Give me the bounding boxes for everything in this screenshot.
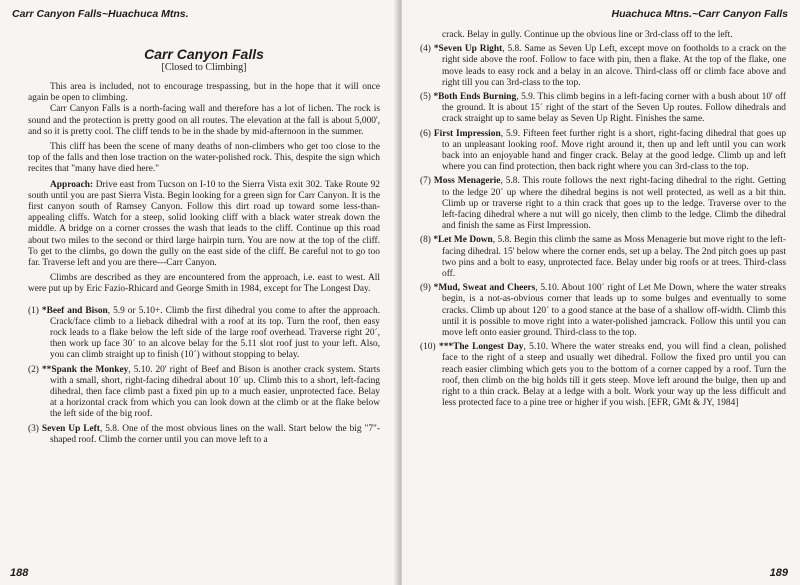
running-header-left: Carr Canyon Falls~Huachuca Mtns.	[12, 8, 189, 20]
route-name: *Let Me Down	[433, 235, 493, 246]
route-number: (10)	[420, 342, 436, 353]
approach-text: Drive east from Tucson on I-10 to the Sierra Vista exit 302. Take Route 92 south until you are past Sierra Vista. Begin looking for a green sign for Carr Canyon. It is the first canyon south of Ramsey Canyon. Follow this dirt road up toward some less-than-appealing cliffs. Watch for a steep, solid looking cliff with a black water streak down the middle. A bridge on a corner crosses the wash that leads to the cliff. Continue up this road about two miles to the second or third large hairpin turn. You are now at the top of the cliff. To get to the climbs, go down the gully on the east side of the cliff. Be careful not to go too far. Traverse left and you are there---Carr Canyon.	[28, 179, 380, 269]
route-number: (4)	[420, 44, 431, 55]
page-subtitle: [Closed to Climbing]	[161, 62, 247, 73]
route-name: Seven Up Left	[41, 423, 100, 434]
route-description: , 5.10. About 100´ right of Let Me Down, where the water streaks begin, is a not-as-obvious corner that leads up to some bulges and eventually to some cracks. Climb up about 120´ to a good stance at the base of a shallow off-width. Climb this until it is possible to move right into a water-polished jamcrack. Follow this until you can move left onto easier ground. Third-class to the top.	[442, 283, 787, 339]
approach-paragraph	[28, 180, 380, 270]
intro-paragraph-2: Carr Canyon Falls is a north-facing wall and therefore has a lot of lichen. The rock is sound and the protection is pretty good on all routes. The elevation at the fall is about 5,000', and so it is pretty cool. The cliff tends to be in the shade by mid-afternoon in the summer.	[28, 104, 380, 137]
route-entry-4	[420, 44, 786, 89]
route-description: , 5.10. 20' right of Beef and Bison is another crack system. Starts with a small, short, right-facing dihedral about 10´ up. Climb this to a short, left-facing dihedral, then face climb past a fixed pin up to a much easier, unprotected face. Belay at a horizontal crack from which you can look down at the climb or at the flake below the left side of the big roof.	[50, 364, 381, 420]
route-number: (3)	[28, 423, 39, 434]
route-entry-3	[28, 424, 380, 446]
route-description: , 5.9 or 5.10+. Climb the first dihedral you come to after the approach. Crack/face climb to a lieback dihedral with a roof at its top. Turn the roof, then easy rock leads to a flake below the left side of the large roof overhead. Traverse right 20´, then work up face 30´ to an alcove belay for the 5.11 slot roof just to your left. Also, you can climb straight up to finish (10´) without stopping to belay.	[50, 305, 381, 361]
route-entry-10	[420, 342, 786, 409]
intro-paragraph-3: This cliff has been the scene of many deaths of non-climbers who get too close to the top of the falls and then lose traction on the water-polished rock. This, despite the sign which recites that "many have died here."	[28, 142, 380, 175]
running-header-right: Huachuca Mtns.~Carr Canyon Falls	[611, 8, 788, 20]
route-continuation: crack. Belay in gully. Continue up the obvious line or 3rd-class off to the left.	[442, 30, 733, 40]
route-name: *Beef and Bison	[41, 305, 108, 316]
route-name: *Seven Up Right	[433, 44, 503, 55]
page-number-right: 189	[769, 567, 788, 579]
route-number: (9)	[420, 283, 431, 294]
route-name: ***The Longest Day	[439, 342, 524, 353]
route-number: (6)	[420, 128, 431, 139]
route-description: , 5.10. Where the water streaks end, you will find a clean, polished face to the right of a steep and usually wet dihedral. Follow the fixed pro until you can reach easier climbing which gets you to the bottom of a corner capped by a roof. Turn the roof, then climb on the big holds till it gets steep. Move left around the bulge, then up and right to a thin crack. Belay at a ledge with a bolt. Work your way up the less difficult and less protected face to a pine tree or higher if you wish. [EFR, GMt & JY, 1984]	[442, 342, 787, 409]
route-entry-9	[420, 283, 786, 339]
route-description: , 5.8. This route follows the next right-facing dihedral to the right. Getting to the ledge 20´ up where the dihedral begins is not well protected, as well as a bit thin. Climb up or traverse right to a thin crack that goes up to the ledge. Traverse over to the left-facing dihedral where a nut will go nicely, then climb to the ledge. Climb the dihedral and finish the same as First Impression.	[442, 176, 786, 232]
right-page-body	[420, 30, 786, 410]
climbs-intro: Climbs are described as they are encountered from the approach, i.e. east to west. All were put up by Eric Fazio-Rhicard and George Smith in 1984, except for The Longest Day.	[28, 273, 380, 295]
route-name: Moss Menagerie	[433, 176, 501, 187]
route-number: (8)	[420, 235, 431, 246]
route-entry-6	[420, 129, 786, 174]
route-description: , 5.8. Begin this climb the same as Moss Menagerie but move right to the left-facing dihedral. 15' below where the corner ends, set up a belay. The 2nd pitch goes up past two pins and a bolt to easy, unprotected face. Belay under big roofs or at trees. Third-class off.	[442, 235, 787, 280]
route-name: *Both Ends Burning	[433, 92, 517, 103]
page-number-left: 188	[10, 567, 29, 579]
route-description: , 5.8. Same as Seven Up Left, except move on footholds to a crack on the right side above the roof. Follow to face with pin, then a flake. At the top of the flake, one move leads to easy rock and a belay in an alcove. Third-class off or climb face above and right till you can 3rd-class to the top.	[442, 44, 786, 88]
route-name: First Impression	[433, 128, 501, 139]
right-page	[402, 0, 800, 585]
page-title: Carr Canyon Falls	[144, 46, 264, 62]
route-description: , 5.9. Fifteen feet further right is a short, right-facing dihedral that goes up to an unpleasant looking roof. Move right around it, then up and left until you can work back into an enjoyable hand and finger crack. Belay at the good ledge. Climb up and left where you can find protection, then back right where you can 3rd-class to the top.	[442, 128, 787, 173]
intro-paragraph-1: This area is included, not to encourage trespassing, but in the hope that it will once again be open to climbing.	[28, 82, 380, 104]
left-page	[0, 0, 398, 585]
left-page-body	[28, 46, 380, 446]
route-description: , 5.8. One of the most obvious lines on the wall. Start below the big "7"-shaped roof. Climb the corner until you can move left to a	[50, 423, 380, 445]
approach-label: Approach:	[50, 179, 94, 190]
route-entry-1	[28, 306, 380, 362]
route-entry-8	[420, 235, 786, 280]
route-entry-7	[420, 176, 786, 232]
route-number: (1)	[28, 305, 39, 316]
route-number: (7)	[420, 176, 431, 187]
route-description: , 5.9. This climb begins in a left-facing corner with a bush about 10' off the ground. It is about 15´ right of the start of the Seven Up routes. Follow dihedrals and crack straight up to same belay as Seven Up Right. Finishes the same.	[442, 92, 787, 125]
route-entry-2	[28, 365, 380, 421]
route-entry-5	[420, 92, 786, 126]
route-number: (2)	[28, 364, 39, 375]
route-number: (5)	[420, 92, 431, 103]
route-name: *Mud, Sweat and Cheers	[433, 283, 536, 294]
route-name: **Spank the Monkey	[41, 364, 129, 375]
